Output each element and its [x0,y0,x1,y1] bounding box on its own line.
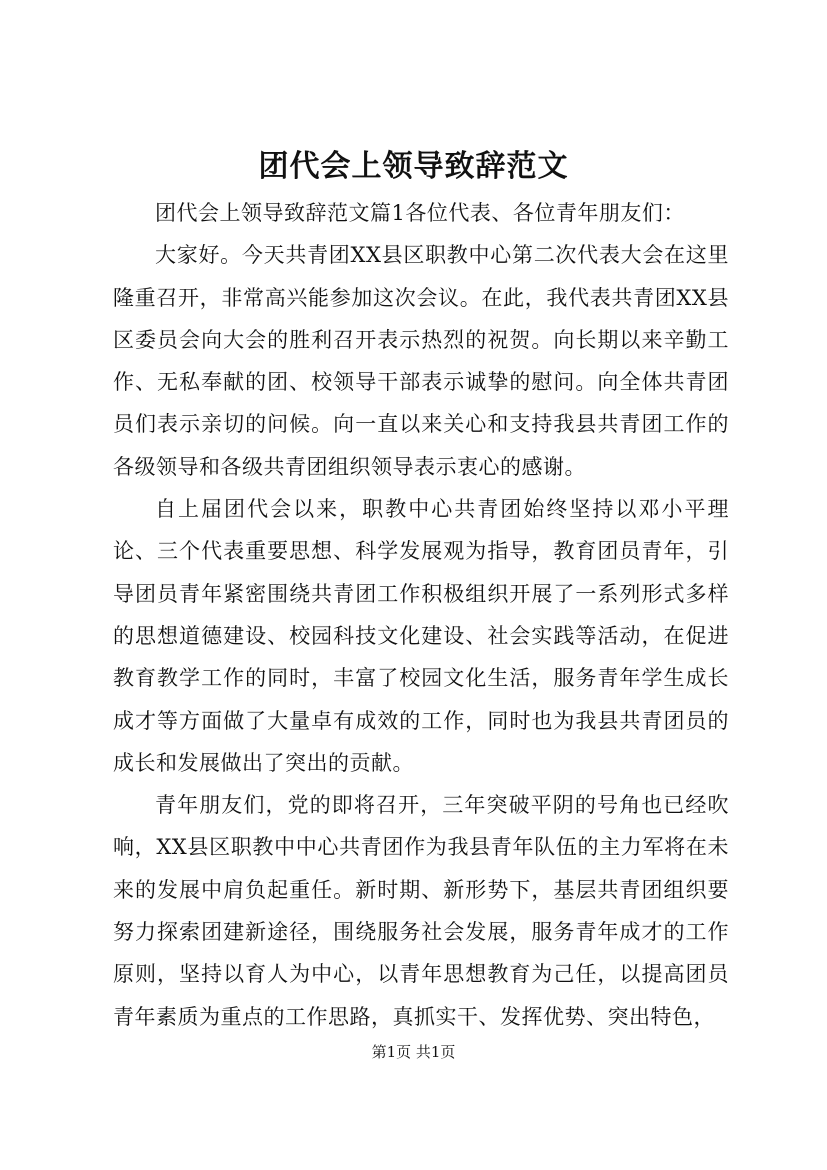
paragraph-salutation: 团代会上领导致辞范文篇1各位代表、各位青年朋友们： [155,201,685,225]
paragraph-future: 青年朋友们，党的即将召开，三年突破平阴的号角也已经吹响，XX县区职教中中心共青团作为我县青年队伍的主力军将在未来的发展中肩负起重任。新时期、新形势下，基层共青团组织要努力探索团建新途径，围绕服务社会发展，服务青年成才的工作原则，坚持以育人为中心，以青年思想教育为己任，以提高团员青年素质为重点的工作思路，真抓实干、发挥优势、突出特色， [113,793,729,1029]
document-body [113,192,729,1038]
document-title: 团代会上领导致辞范文 [258,149,569,184]
paragraph-achievements: 自上届团代会以来，职教中心共青团始终坚持以邓小平理论、三个代表重要思想、科学发展观为指导，教育团员青年，引导团员青年紧密围绕共青团工作积极组织开展了一系列形式多样的思想道德建设、校园科技文化建设、社会实践等活动，在促进教育教学工作的同时，丰富了校园文化生活，服务青年学生成长成才等方面做了大量卓有成效的工作，同时也为我县共青团员的成长和发展做出了突出的贡献。 [113,497,729,775]
paragraph-greeting: 大家好。今天共青团XX县区职教中心第二次代表大会在这里隆重召开，非常高兴能参加这次会议。在此，我代表共青团XX县区委员会向大会的胜利召开表示热烈的祝贺。向长期以来辛勤工作、无私奉献的团、校领导干部表示诚挚的慰问。向全体共青团员们表示亲切的问候。向一直以来关心和支持我县共青团工作的各级领导和各级共青团组织领导表示衷心的感谢。 [113,243,729,479]
page-footer: 第1页 共1页 [371,1043,456,1061]
